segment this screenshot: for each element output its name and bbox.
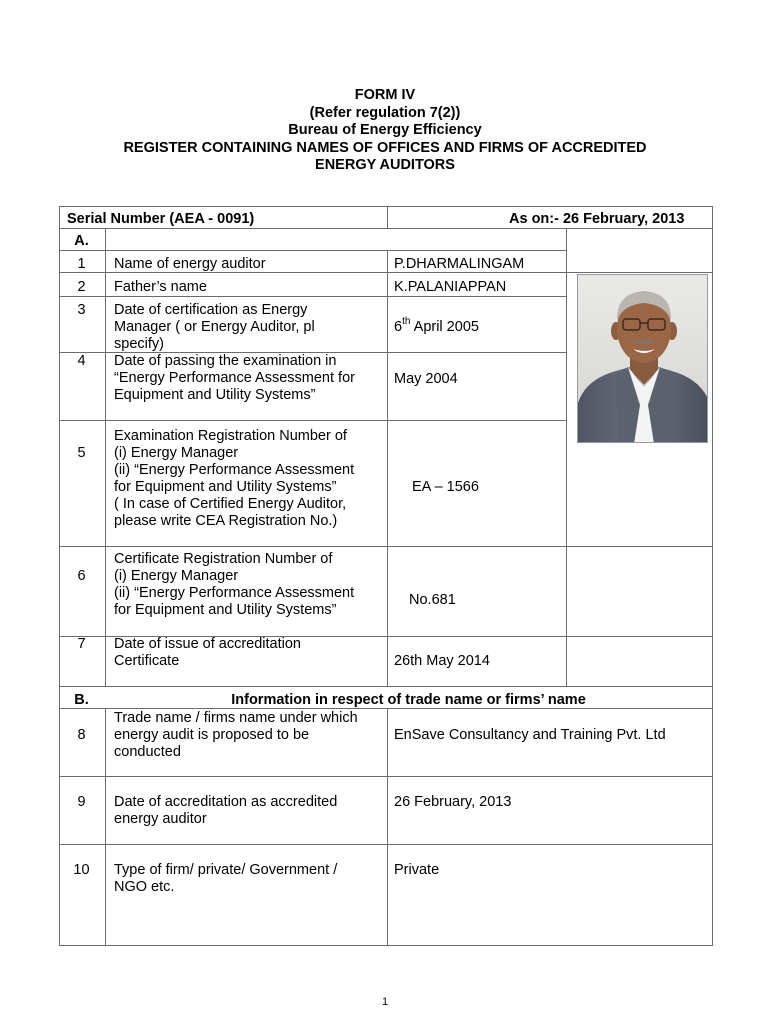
section-b-title: Information in respect of trade name or firms’ name bbox=[231, 692, 586, 708]
bureau-name: Bureau of Energy Efficiency bbox=[288, 122, 482, 138]
firm-name: EnSave Consultancy and Training Pvt. Ltd bbox=[394, 727, 666, 743]
auditor-name: P.DHARMALINGAM bbox=[394, 256, 525, 272]
exam-registration-number: EA – 1566 bbox=[412, 479, 479, 495]
certificate-registration-number: No.681 bbox=[409, 592, 456, 608]
certification-date: 6th April 2005 bbox=[394, 316, 479, 335]
regulation-reference: (Refer regulation 7(2)) bbox=[309, 104, 461, 121]
as-on-date: As on:- 26 February, 2013 bbox=[509, 211, 685, 227]
accreditation-date: 26 February, 2013 bbox=[394, 794, 512, 810]
register-title-line2: ENERGY AUDITORS bbox=[315, 157, 455, 173]
page-number: 1 bbox=[381, 996, 389, 1008]
section-b-label: B. bbox=[74, 692, 89, 708]
firm-type: Private bbox=[394, 862, 440, 878]
accreditation-issue-date: 26th May 2014 bbox=[394, 653, 490, 669]
section-a-label: A. bbox=[74, 233, 89, 249]
form-header bbox=[0, 87, 770, 175]
register-title-line1: REGISTER CONTAINING NAMES OF OFFICES AND FIRMS OF ACCREDITED bbox=[123, 139, 647, 156]
fathers-name: K.PALANIAPPAN bbox=[394, 279, 507, 295]
form-title: FORM IV bbox=[354, 87, 416, 103]
exam-pass-date: May 2004 bbox=[394, 371, 458, 387]
serial-number: Serial Number (AEA - 0091) bbox=[67, 211, 255, 227]
auditor-photo bbox=[577, 274, 708, 443]
